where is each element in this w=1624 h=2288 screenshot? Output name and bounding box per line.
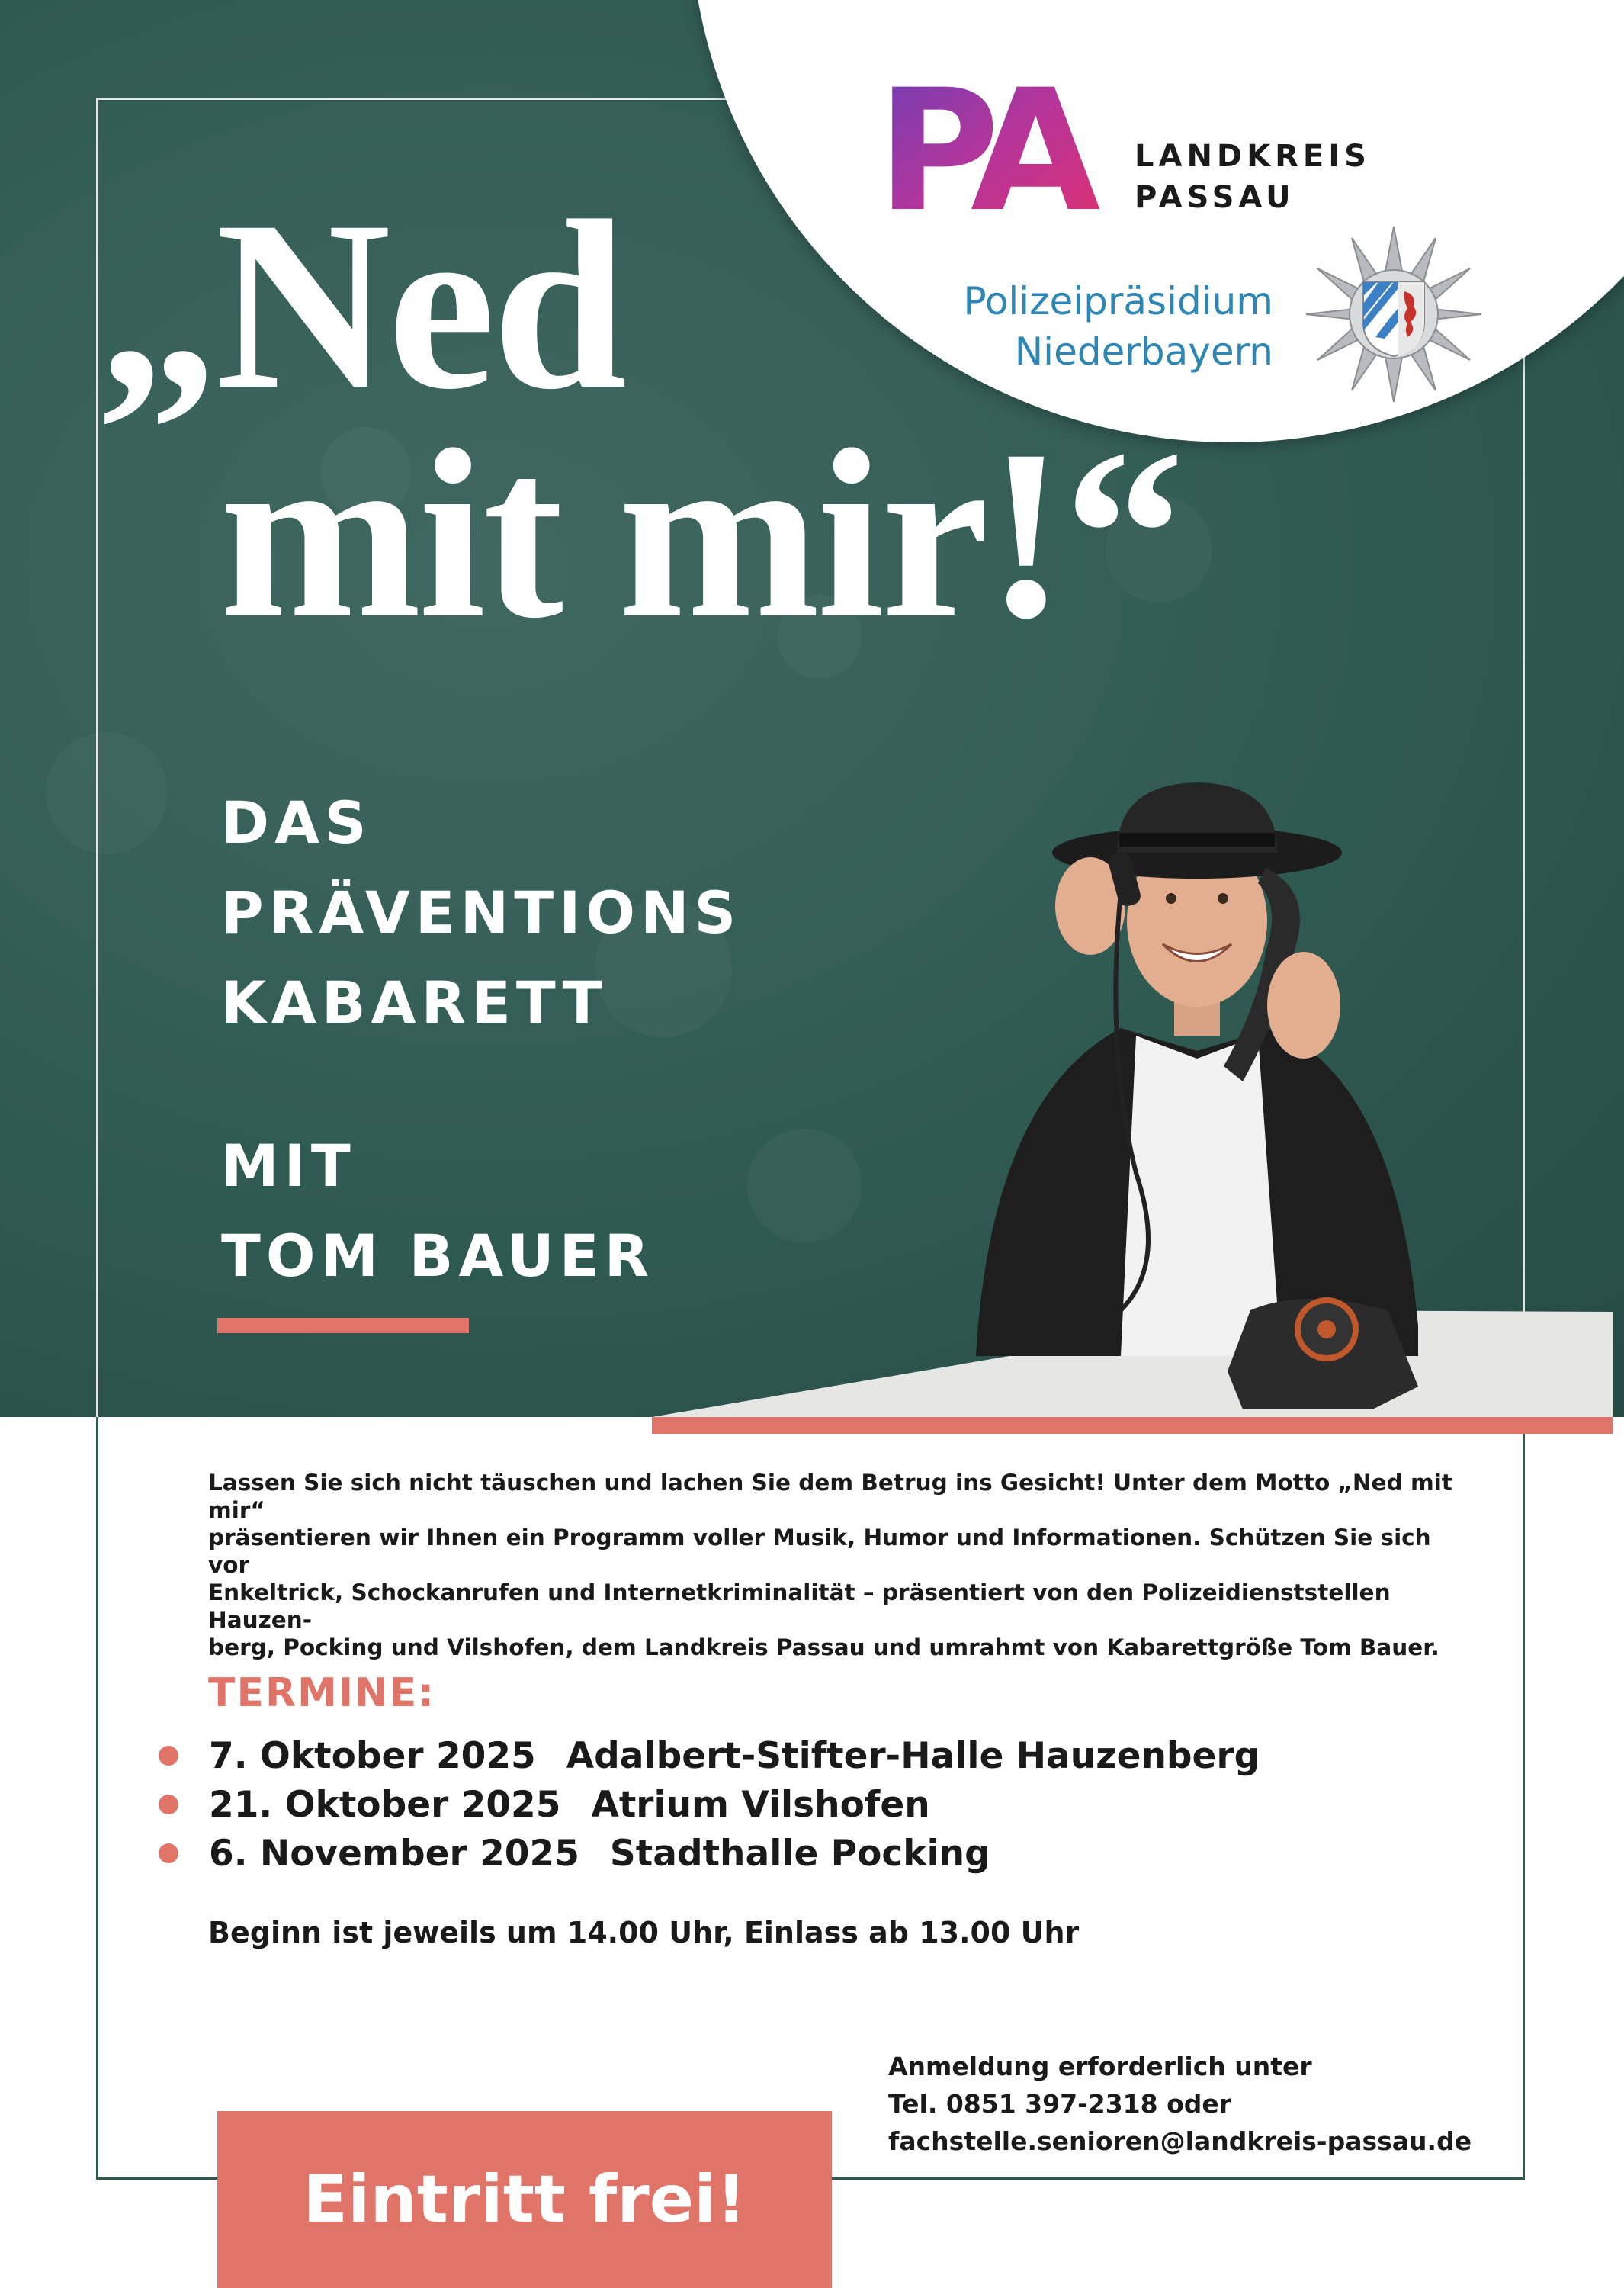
- start-time-note: Beginn ist jeweils um 14.00 Uhr, Einlass ab 13.00 Uhr: [208, 1916, 1080, 1949]
- svg-text:PA: PA: [877, 79, 1087, 217]
- headline-line1: „Ned: [98, 171, 624, 439]
- subtitle-line4: MIT: [221, 1132, 356, 1200]
- pa-logo-line1: LANDKREIS: [1135, 139, 1371, 174]
- subtitle-line3: KABARETT: [221, 969, 608, 1036]
- accent-underline: [217, 1318, 469, 1333]
- registration-phone: Tel. 0851 397-2318 oder: [888, 2089, 1232, 2119]
- subtitle-block: [221, 778, 741, 1048]
- headline: [98, 171, 1182, 668]
- list-item: [159, 1731, 1260, 1780]
- registration-info: [888, 2048, 1472, 2160]
- registration-line1: Anmeldung erforderlich unter: [888, 2052, 1312, 2081]
- subtitle-line2: PRÄVENTIONS: [221, 879, 742, 946]
- police-logo-line1: Polizeipräsidium: [963, 279, 1273, 323]
- free-entry-banner: Eintritt frei!: [217, 2111, 832, 2288]
- termin-date: 7. Oktober 2025: [209, 1734, 536, 1777]
- termine-heading: TERMINE:: [208, 1670, 435, 1716]
- headline-line2: mit mir!“: [220, 400, 1182, 668]
- intro-paragraph: [208, 1469, 1459, 1661]
- bullet-icon: [159, 1843, 178, 1863]
- termin-date: 6. November 2025: [209, 1832, 579, 1875]
- termin-location: Stadthalle Pocking: [609, 1832, 990, 1875]
- performer-photo: [945, 776, 1449, 1432]
- subtitle-line5: TOM BAUER: [221, 1222, 655, 1290]
- termin-location: Adalbert-Stifter-Halle Hauzenberg: [566, 1734, 1260, 1777]
- list-item: [159, 1829, 1260, 1878]
- list-item: [159, 1780, 1260, 1829]
- bullet-icon: [159, 1746, 178, 1766]
- registration-email: fachstelle.senioren@landkreis-passau.de: [888, 2126, 1472, 2156]
- police-star-icon: [1302, 223, 1485, 406]
- performer-block: [221, 1121, 654, 1301]
- intro-line4: berg, Pocking und Vilshofen, dem Landkreis Passau und umrahmt von Kabarettgröße Tom Bauer.: [208, 1634, 1439, 1660]
- termine-list: [159, 1731, 1260, 1878]
- police-logo-line2: Niederbayern: [1014, 329, 1273, 374]
- termin-date: 21. Oktober 2025: [209, 1783, 561, 1826]
- intro-line2: präsentieren wir Ihnen ein Programm voller Musik, Humor und Informationen. Schützen Sie sich vor: [208, 1525, 1431, 1578]
- intro-line3: Enkeltrick, Schockanrufen und Internetkriminalität – präsentiert von den Polizeidienststellen Hauzen-: [208, 1579, 1391, 1633]
- intro-line1: Lassen Sie sich nicht täuschen und lachen Sie dem Betrug ins Gesicht! Unter dem Motto „Ned mit mir“: [208, 1470, 1452, 1523]
- subtitle-line1: DAS: [221, 789, 372, 856]
- bullet-icon: [159, 1795, 178, 1814]
- termin-location: Atrium Vilshofen: [591, 1783, 930, 1826]
- pa-logo-line2: PASSAU: [1135, 180, 1295, 215]
